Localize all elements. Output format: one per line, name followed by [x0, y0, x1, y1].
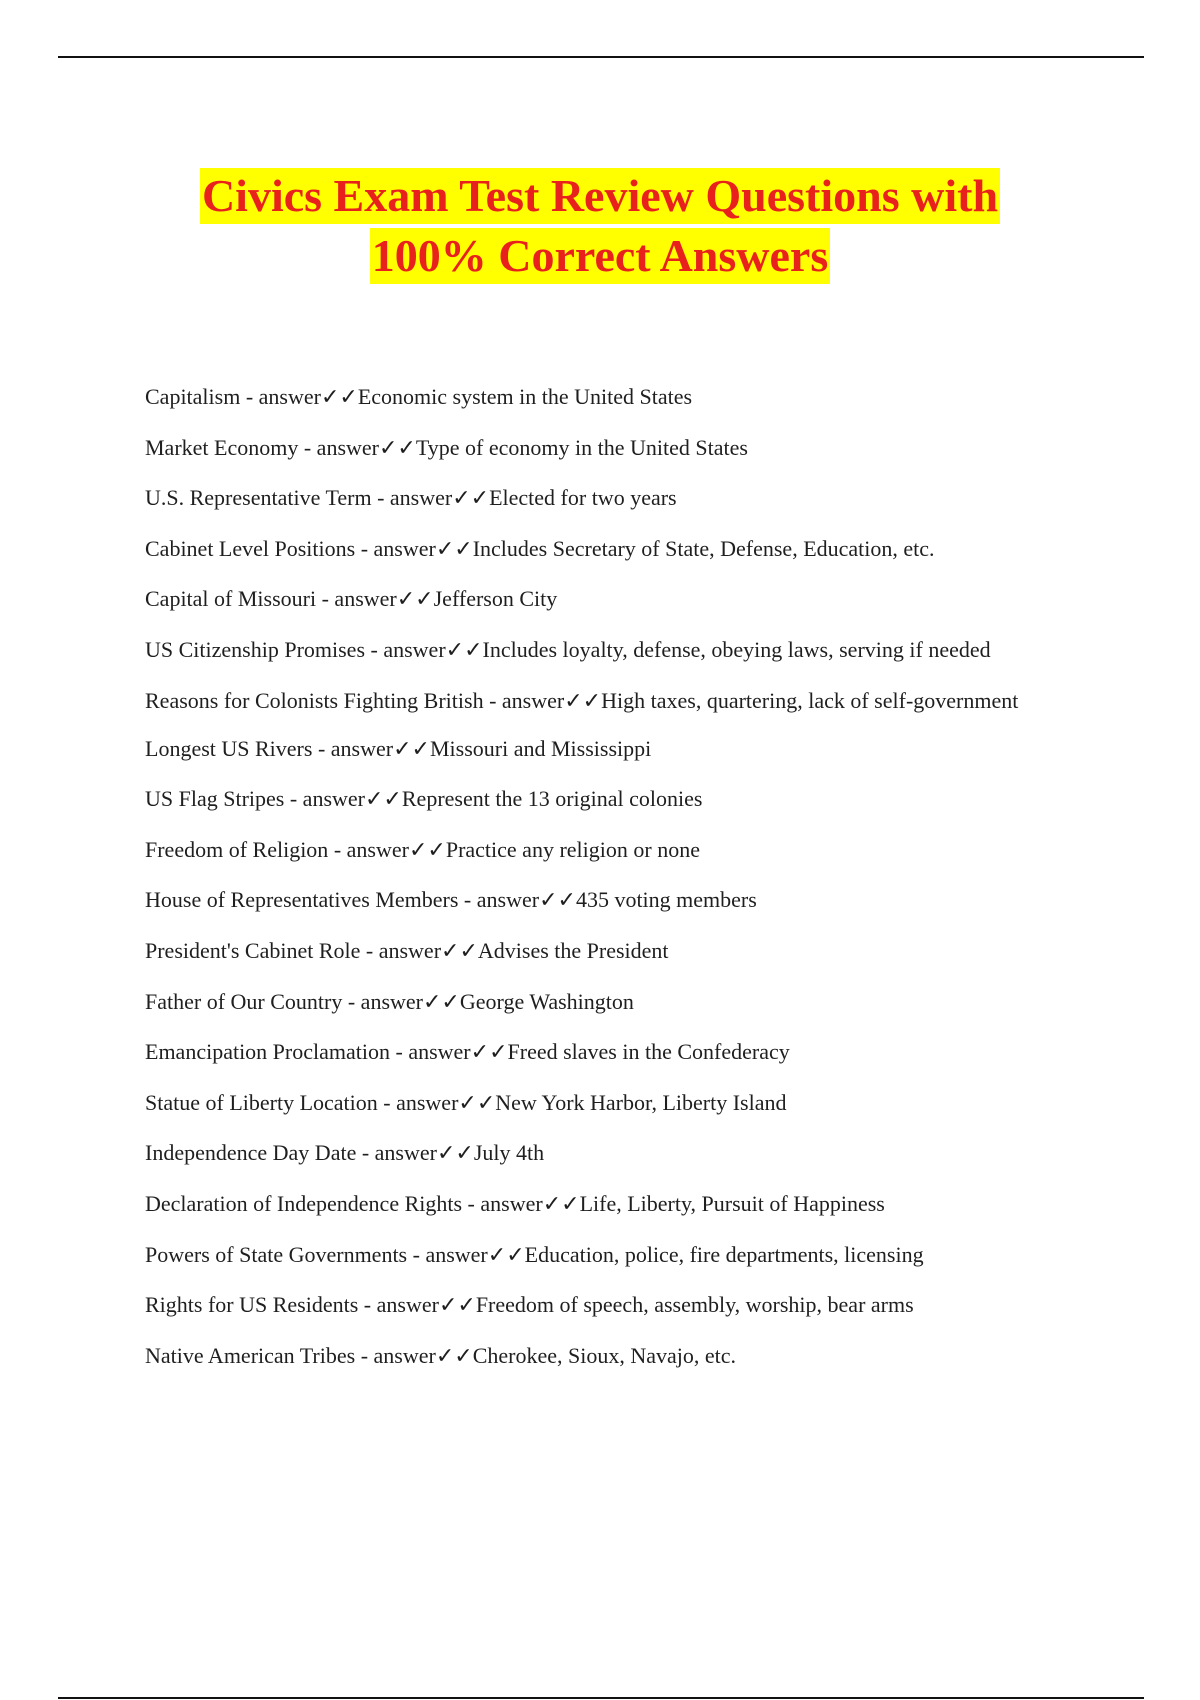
qa-item: [145, 1240, 1085, 1270]
qa-item: [145, 1037, 1085, 1067]
check-icon: ✓✓: [458, 1089, 496, 1115]
qa-answer: Practice any religion or none: [445, 836, 700, 862]
qa-term: Cabinet Level Positions: [145, 535, 356, 561]
qa-separator: - answer: [356, 1140, 437, 1166]
qa-separator: - answer: [360, 937, 442, 963]
qa-answer: George Washington: [459, 988, 634, 1014]
qa-answer: Includes Secretary of State, Defense, Education, etc.: [472, 535, 935, 561]
check-icon: ✓✓: [379, 434, 416, 460]
check-icon: ✓✓: [487, 1241, 525, 1267]
qa-item: [145, 635, 1085, 665]
qa-answer: 435 voting members: [575, 887, 757, 913]
qa-term: Father of Our Country: [145, 988, 343, 1014]
check-icon: ✓✓: [393, 735, 430, 761]
qa-item: [145, 987, 1085, 1017]
qa-term: Powers of State Governments: [145, 1241, 408, 1267]
qa-separator: - answer: [483, 687, 565, 713]
qa-item: [145, 1341, 1085, 1371]
qa-answer: Life, Liberty, Pursuit of Happiness: [579, 1190, 885, 1216]
qa-separator: - answer: [390, 1039, 471, 1065]
title-line-1: Civics Exam Test Review Questions with: [200, 168, 1000, 224]
qa-term: Statue of Liberty Location: [145, 1089, 378, 1115]
qa-separator: - answer: [407, 1241, 488, 1267]
check-icon: ✓✓: [435, 535, 473, 561]
qa-item: [145, 835, 1085, 865]
qa-answer: July 4th: [473, 1140, 545, 1166]
check-icon: ✓✓: [452, 485, 490, 511]
qa-separator: - answer: [462, 1190, 543, 1216]
qa-item: [145, 1088, 1085, 1118]
qa-term: Freedom of Religion: [145, 836, 329, 862]
qa-separator: - answer: [328, 836, 409, 862]
qa-item: [145, 936, 1085, 966]
qa-term: Market Economy: [145, 434, 299, 460]
check-icon: ✓✓: [435, 1342, 473, 1368]
qa-item: [145, 784, 1085, 814]
qa-separator: - answer: [377, 1089, 459, 1115]
qa-term: Independence Day Date: [145, 1140, 357, 1166]
qa-separator: - answer: [298, 434, 379, 460]
qa-item: [145, 1138, 1085, 1168]
qa-answer: Jefferson City: [433, 586, 558, 612]
qa-separator: - answer: [284, 786, 365, 812]
header-rule: [58, 56, 1144, 58]
qa-term: Native American Tribes: [145, 1342, 356, 1368]
qa-item: [145, 1290, 1085, 1320]
qa-separator: - answer: [355, 535, 436, 561]
qa-item: [145, 584, 1085, 614]
check-icon: ✓✓: [320, 384, 358, 409]
qa-item: [145, 885, 1085, 915]
qa-term: Capital of Missouri: [145, 586, 317, 612]
check-icon: ✓✓: [564, 687, 602, 713]
qa-item: [145, 734, 1085, 764]
qa-answer: Economic system in the United States: [357, 384, 693, 409]
document-title: [0, 168, 1200, 284]
check-icon: ✓✓: [408, 836, 446, 862]
qa-separator: - answer: [316, 586, 397, 612]
qa-answer: New York Harbor, Liberty Island: [495, 1089, 787, 1115]
qa-separator: - answer: [342, 988, 423, 1014]
qa-answer: Includes loyalty, defense, obeying laws, serving if needed: [482, 636, 991, 662]
check-icon: ✓✓: [438, 1292, 476, 1318]
check-icon: ✓✓: [365, 786, 402, 812]
qa-term: Rights for US Residents: [145, 1292, 359, 1318]
qa-list: [145, 382, 1085, 1391]
footer-rule: [58, 1697, 1144, 1699]
qa-answer: Education, police, fire departments, licensing: [524, 1241, 924, 1267]
check-icon: ✓✓: [436, 1140, 474, 1166]
title-line-2: 100% Correct Answers: [370, 228, 831, 284]
qa-term: US Citizenship Promises: [145, 636, 366, 662]
check-icon: ✓✓: [423, 988, 460, 1014]
qa-separator: - answer: [371, 485, 453, 511]
qa-item: [145, 382, 1085, 412]
check-icon: ✓✓: [539, 887, 576, 913]
qa-term: House of Representatives Members: [145, 887, 459, 913]
qa-term: Declaration of Independence Rights: [145, 1190, 463, 1216]
qa-term: US Flag Stripes: [145, 786, 285, 812]
qa-separator: - answer: [312, 735, 394, 761]
qa-separator: - answer: [358, 1292, 439, 1318]
qa-answer: Type of economy in the United States: [415, 434, 748, 460]
qa-item: [145, 686, 1085, 716]
qa-separator: - answer: [240, 384, 321, 409]
check-icon: ✓✓: [441, 937, 478, 963]
check-icon: ✓✓: [542, 1190, 580, 1216]
qa-term: Emancipation Proclamation: [145, 1039, 390, 1065]
qa-item: [145, 1189, 1085, 1219]
check-icon: ✓✓: [470, 1039, 508, 1065]
qa-answer: Freed slaves in the Confederacy: [507, 1039, 790, 1065]
qa-item: [145, 483, 1085, 513]
qa-term: Longest US Rivers: [145, 735, 313, 761]
qa-answer: High taxes, quartering, lack of self-government: [601, 687, 1019, 713]
qa-answer: Represent the 13 original colonies: [401, 786, 703, 812]
qa-item: [145, 534, 1085, 564]
qa-term: Reasons for Colonists Fighting British: [145, 687, 484, 713]
qa-separator: - answer: [355, 1342, 436, 1368]
qa-separator: - answer: [365, 636, 446, 662]
qa-answer: Freedom of speech, assembly, worship, bear arms: [475, 1292, 914, 1318]
qa-term: President's Cabinet Role: [145, 937, 361, 963]
check-icon: ✓✓: [445, 636, 483, 662]
qa-answer: Elected for two years: [489, 485, 677, 511]
qa-answer: Advises the President: [477, 937, 669, 963]
qa-answer: Missouri and Mississippi: [429, 735, 652, 761]
qa-separator: - answer: [458, 887, 540, 913]
qa-answer: Cherokee, Sioux, Navajo, etc.: [472, 1342, 737, 1368]
qa-item: [145, 433, 1085, 463]
qa-term: U.S. Representative Term: [145, 485, 372, 511]
qa-term: Capitalism: [145, 384, 241, 409]
check-icon: ✓✓: [396, 586, 434, 612]
